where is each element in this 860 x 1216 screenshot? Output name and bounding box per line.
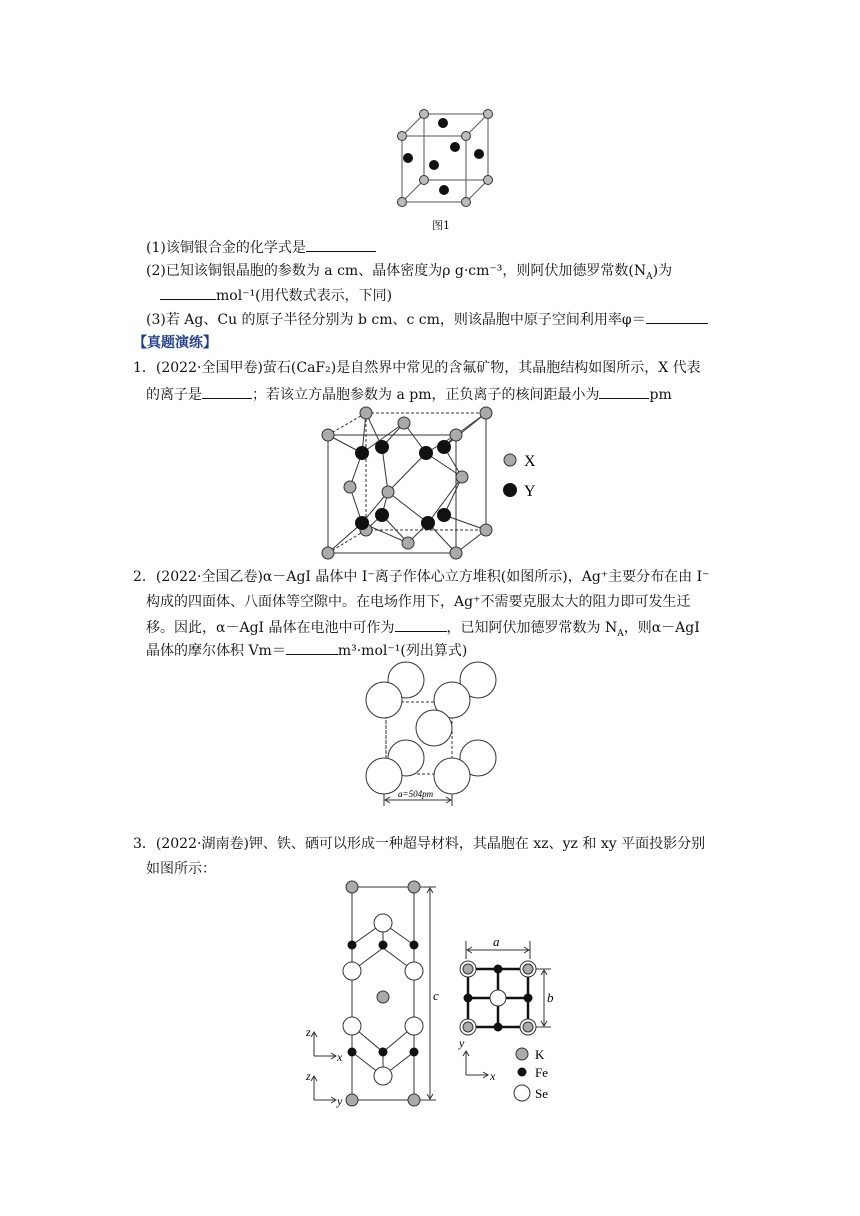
- problem-2-line2: 构成的四面体、八面体等空隙中。在电场作用下，Ag⁺不需要克服太大的阻力即可发生迁: [146, 594, 691, 610]
- problem-2-text-b: ，已知阿伏加德罗常数为 N: [446, 620, 618, 636]
- question-1-3-text: (3)若 Ag、Cu 的原子半径分别为 b cm、c cm，则该晶胞中原子空间利用率φ＝: [146, 312, 646, 328]
- legend-y-marker: [503, 483, 517, 497]
- answer-blank[interactable]: [395, 617, 447, 632]
- answer-blank[interactable]: [599, 384, 649, 399]
- legend-k-label: K: [535, 1047, 545, 1062]
- problem-2-text-d: 晶体的摩尔体积 Vm＝: [146, 643, 286, 659]
- dimension-a-label: a: [493, 935, 500, 949]
- problem-2-sub: A: [617, 628, 624, 639]
- problem-3-line1: 3．(2022·湖南卷)钾、铁、硒可以形成一种超导材料，其晶胞在 xz、yz 和 xy 平面投影分别: [133, 836, 706, 852]
- legend-x-marker: [504, 454, 516, 466]
- legend-k-marker: [516, 1048, 528, 1060]
- axis-z-label-2: z: [306, 1069, 311, 1083]
- problem-2-line4: [146, 640, 467, 661]
- figure-fluorite-cell: [318, 405, 558, 560]
- figure-projection-xy: [455, 935, 575, 1110]
- axis-y-label-2: y: [337, 1094, 343, 1108]
- figure-1-cube: [390, 100, 500, 215]
- question-1-2-sub: A: [646, 271, 653, 282]
- axis-x-label-1: x: [337, 1050, 343, 1064]
- problem-2-line1: 2．(2022·全国乙卷)α－AgI 晶体中 I⁻离子作体心立方堆积(如图所示)，Ag⁺主要分布在由 I⁻: [133, 569, 710, 585]
- question-1-2-end: )为: [652, 263, 673, 279]
- answer-blank[interactable]: [160, 285, 216, 300]
- legend-fe-label: Fe: [535, 1065, 548, 1080]
- problem-2-text-e: m³·mol⁻¹(列出算式): [337, 643, 468, 659]
- question-1-3: [146, 309, 708, 330]
- answer-blank[interactable]: [286, 640, 338, 655]
- lattice-parameter-label: a=504pm: [398, 789, 434, 799]
- legend-x-label: X: [524, 453, 536, 470]
- axis-x-label-3: x: [490, 1069, 496, 1083]
- section-title: 【真题演练】: [133, 335, 217, 351]
- question-1-2-line2: [160, 285, 392, 306]
- legend-fe-marker: [518, 1068, 527, 1077]
- legend-se-marker: [514, 1085, 530, 1101]
- question-1-2-text: (2)已知该铜银晶胞的参数为 a cm、晶体密度为ρ g·cm⁻³，则阿伏加德罗常数(N: [146, 263, 647, 279]
- problem-1-line2: [146, 384, 672, 405]
- answer-blank[interactable]: [202, 384, 252, 399]
- question-1-1: [146, 237, 376, 258]
- problem-2-text-a: 移。因此，α－AgI 晶体在电池中可作为: [146, 620, 395, 636]
- legend-se-label: Se: [535, 1086, 548, 1101]
- figure-projection-xz-yz: [300, 878, 450, 1108]
- problem-1-text-c: pm: [649, 387, 672, 403]
- problem-1-line1: 1．(2022·全国甲卷)萤石(CaF₂)是自然界中常见的含氟矿物，其晶胞结构如图所示，X 代表: [133, 360, 701, 376]
- answer-blank[interactable]: [646, 309, 708, 324]
- question-1-2-line2-text: mol⁻¹(用代数式表示，下同): [216, 288, 393, 304]
- dimension-c-label: c: [433, 988, 439, 1003]
- answer-blank[interactable]: [306, 237, 376, 252]
- legend-y-label: Y: [524, 483, 536, 500]
- axis-z-label-1: z: [306, 1025, 311, 1039]
- question-1-1-text: (1)该铜银合金的化学式是: [146, 240, 306, 256]
- dimension-b-label: b: [547, 990, 554, 1005]
- problem-1-text-a: 的离子是: [146, 387, 202, 403]
- figure-agi-bcc: [358, 660, 503, 810]
- axis-y-label-3: y: [459, 1036, 465, 1050]
- question-1-2: [146, 261, 672, 287]
- problem-1-text-b: ；若该立方晶胞参数为 a pm，正负离子的核间距最小为: [252, 387, 600, 403]
- figure-1-caption: 图1: [432, 219, 450, 232]
- problem-3-line2: 如图所示：: [146, 861, 216, 877]
- problem-2-text-c: ，则α－AgI: [623, 620, 700, 636]
